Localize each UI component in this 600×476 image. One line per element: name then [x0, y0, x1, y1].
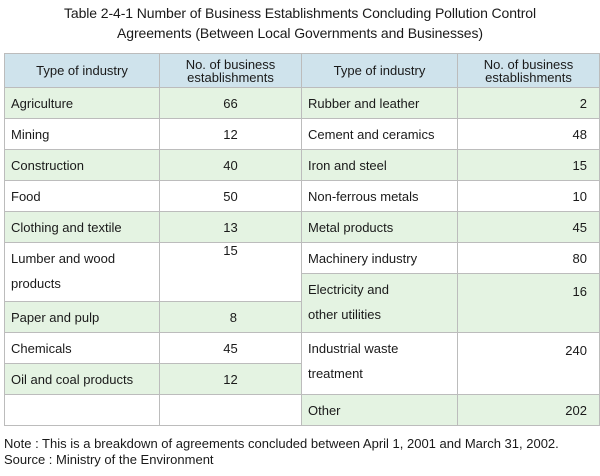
industry-label: Lumber and wood products [5, 243, 160, 302]
title-line-2: Agreements (Between Local Governments and Businesses) [117, 25, 483, 41]
industry-label: Agriculture [5, 88, 160, 119]
footnote [4, 436, 559, 468]
industry-count: 240 [458, 333, 600, 395]
industry-label: Oil and coal products [5, 364, 160, 395]
table-title [0, 3, 600, 43]
empty-cell [160, 395, 302, 426]
industry-label: Machinery industry [302, 243, 458, 274]
table-row [5, 333, 600, 364]
industry-count: 15 [458, 150, 600, 181]
industry-count: 202 [458, 395, 600, 426]
industry-count: 66 [160, 88, 302, 119]
header-row [5, 54, 600, 88]
industry-count: 15 [160, 243, 302, 302]
note-text: Note : This is a breakdown of agreements concluded between April 1, 2001 and March 31, 2002. [4, 436, 559, 451]
industry-count: 45 [160, 333, 302, 364]
industry-count: 8 [160, 302, 302, 333]
industry-count: 16 [458, 274, 600, 333]
header-count-left: No. of business establishments [160, 54, 302, 88]
industry-count: 80 [458, 243, 600, 274]
table-row [5, 88, 600, 119]
table-row [5, 150, 600, 181]
industry-count: 12 [160, 119, 302, 150]
industry-label: Other [302, 395, 458, 426]
source-text: Source : Ministry of the Environment [4, 452, 214, 467]
industry-label: Cement and ceramics [302, 119, 458, 150]
industry-count: 40 [160, 150, 302, 181]
industry-count: 50 [160, 181, 302, 212]
industry-label: Paper and pulp [5, 302, 160, 333]
industry-label: Food [5, 181, 160, 212]
industry-label: Metal products [302, 212, 458, 243]
industry-label: Rubber and leather [302, 88, 458, 119]
industry-count: 10 [458, 181, 600, 212]
header-count-right: No. of business establishments [458, 54, 600, 88]
table-row [5, 181, 600, 212]
industry-count: 45 [458, 212, 600, 243]
industry-count: 13 [160, 212, 302, 243]
industry-label: Construction [5, 150, 160, 181]
empty-cell [5, 395, 160, 426]
industry-label: Iron and steel [302, 150, 458, 181]
industry-label: Clothing and textile [5, 212, 160, 243]
industry-table [4, 53, 600, 426]
industry-count: 2 [458, 88, 600, 119]
industry-count: 12 [160, 364, 302, 395]
industry-label: Mining [5, 119, 160, 150]
industry-label: Electricity and other utilities [302, 274, 458, 333]
industry-label: Chemicals [5, 333, 160, 364]
table-row [5, 212, 600, 243]
header-type-left: Type of industry [5, 54, 160, 88]
table-row [5, 395, 600, 426]
header-type-right: Type of industry [302, 54, 458, 88]
industry-count: 48 [458, 119, 600, 150]
industry-label: Non-ferrous metals [302, 181, 458, 212]
table-row [5, 119, 600, 150]
industry-label: Industrial waste treatment [302, 333, 458, 395]
table-row [5, 243, 600, 274]
title-line-1: Table 2-4-1 Number of Business Establishments Concluding Pollution Control [64, 5, 536, 21]
